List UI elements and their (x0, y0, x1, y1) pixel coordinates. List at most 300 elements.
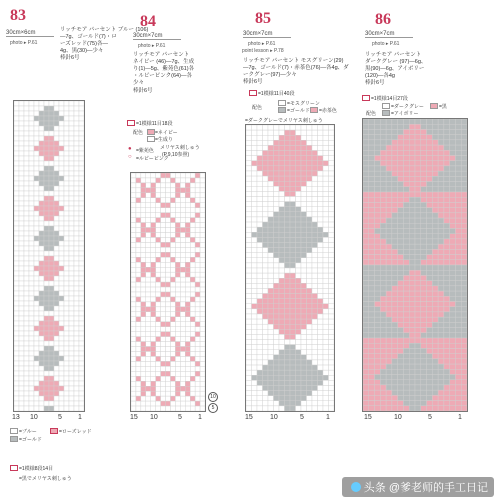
stitch-cell (146, 396, 151, 401)
stitch-cell (257, 391, 263, 396)
stitch-cell (301, 191, 307, 196)
stitch-cell (29, 221, 34, 226)
stitch-cell (74, 306, 79, 311)
stitch-cell (64, 161, 69, 166)
stitch-cell (252, 166, 258, 171)
stitch-cell (19, 111, 24, 116)
stitch-cell (386, 161, 392, 166)
stitch-cell (74, 401, 79, 406)
stitch-cell (296, 355, 302, 360)
stitch-cell (64, 101, 69, 106)
stitch-cell (296, 304, 302, 309)
stitch-cell (49, 171, 54, 176)
stitch-cell (363, 286, 369, 291)
stitch-cell (363, 281, 369, 286)
stitch-cell (59, 291, 64, 296)
stitch-cell (290, 396, 296, 401)
stitch-cell (392, 281, 398, 286)
stitch-cell (257, 212, 263, 217)
stitch-cell (74, 131, 79, 136)
stitch-cell (296, 212, 302, 217)
stitch-cell (461, 322, 467, 327)
stitch-cell (252, 227, 258, 232)
stitch-cell (54, 206, 59, 211)
stitch-cell (190, 352, 195, 357)
stitch-cell (274, 258, 280, 263)
stitch-cell (156, 327, 161, 332)
stitch-cell (29, 296, 34, 301)
stitch-cell (421, 145, 427, 150)
stitch-cell (409, 249, 415, 254)
stitch-cell (79, 406, 84, 411)
stitch-cell (455, 239, 461, 244)
stitch-cell (329, 232, 335, 237)
stitch-cell (19, 151, 24, 156)
stitch-cell (268, 258, 274, 263)
stitch-cell (392, 208, 398, 213)
stitch-cell (170, 203, 175, 208)
stitch-cell (318, 345, 324, 350)
stitch-cell (421, 395, 427, 400)
stitch-cell (268, 391, 274, 396)
stitch-cell (403, 338, 409, 343)
stitch-cell (363, 354, 369, 359)
stitch-cell (64, 211, 69, 216)
stitch-cell (175, 361, 180, 366)
stitch-cell (312, 181, 318, 186)
stitch-cell (301, 248, 307, 253)
stitch-cell (455, 124, 461, 129)
stitch-cell (392, 265, 398, 270)
stitch-cell (386, 202, 392, 207)
stitch-cell (403, 328, 409, 333)
stitch-cell (246, 396, 252, 401)
stitch-cell (386, 275, 392, 280)
stitch-cell (146, 366, 151, 371)
stitch-cell (34, 286, 39, 291)
stitch-cell (24, 396, 29, 401)
stitch-cell (285, 268, 291, 273)
stitch-cell (274, 171, 280, 176)
stitch-cell (29, 126, 34, 131)
stitch-cell (257, 334, 263, 339)
stitch-cell (257, 161, 263, 166)
stitch-cell (323, 248, 329, 253)
stitch-cell (461, 291, 467, 296)
stitch-cell (307, 273, 313, 278)
stitch-cell (274, 294, 280, 299)
stitch-cell (185, 327, 190, 332)
stitch-cell (19, 121, 24, 126)
stitch-cell (409, 145, 415, 150)
stitch-cell (79, 206, 84, 211)
stitch-cell (380, 333, 386, 338)
stitch-cell (444, 296, 450, 301)
stitch-cell (136, 297, 141, 302)
stitch-cell (409, 328, 415, 333)
stitch-cell (79, 226, 84, 231)
stitch-cell (415, 166, 421, 171)
stitch-cell (318, 237, 324, 242)
stitch-cell (427, 187, 433, 192)
stitch-cell (312, 176, 318, 181)
stitch-cell (246, 375, 252, 380)
stitch-cell (375, 213, 381, 218)
stitch-cell (252, 350, 258, 355)
stitch-cell (59, 106, 64, 111)
stitch-cell (29, 161, 34, 166)
stitch-cell (392, 223, 398, 228)
stitch-cell (380, 317, 386, 322)
stitch-cell (39, 246, 44, 251)
stitch-cell (161, 361, 166, 366)
stitch-cell (312, 263, 318, 268)
stitch-cell (386, 369, 392, 374)
stitch-cell (59, 356, 64, 361)
stitch-cell (274, 135, 280, 140)
pattern-desc-line: 4g、黒(30)—少々 (60, 48, 104, 54)
stitch-cell (403, 265, 409, 270)
stitch-cell (24, 356, 29, 361)
stitch-cell (392, 145, 398, 150)
pattern-desc-line: ークグレー(97)—少々 (243, 72, 297, 78)
stitch-cell (44, 146, 49, 151)
stitch-cell (312, 309, 318, 314)
stitch-cell (312, 329, 318, 334)
stitch-cell (257, 268, 263, 273)
stitch-cell (318, 385, 324, 390)
stitch-cell (29, 311, 34, 316)
stitch-cell (409, 307, 415, 312)
stitch-cell (39, 116, 44, 121)
stitch-cell (146, 228, 151, 233)
stitch-cell (185, 347, 190, 352)
stitch-cell (268, 197, 274, 202)
stitch-cell (427, 375, 433, 380)
stitch-cell (185, 406, 190, 411)
stitch-cell (461, 343, 467, 348)
stitch-cell (274, 232, 280, 237)
legend-label: =1模様11目40段 (258, 91, 295, 97)
stitch-cell (268, 181, 274, 186)
stitch-cell (421, 291, 427, 296)
stitch-cell (180, 193, 185, 198)
stitch-cell (79, 381, 84, 386)
stitch-cell (323, 145, 329, 150)
stitch-cell (409, 182, 415, 187)
stitch-cell (161, 376, 166, 381)
stitch-cell (74, 366, 79, 371)
stitch-cell (438, 119, 444, 124)
stitch-cell (195, 381, 200, 386)
stitch-cell (461, 312, 467, 317)
stitch-cell (386, 364, 392, 369)
stitch-cell (427, 395, 433, 400)
stitch-cell (455, 369, 461, 374)
stitch-cell (54, 231, 59, 236)
stitch-cell (146, 302, 151, 307)
stitch-cell (323, 217, 329, 222)
stitch-cell (307, 380, 313, 385)
stitch-cell (301, 135, 307, 140)
stitch-cell (307, 222, 313, 227)
stitch-cell (44, 156, 49, 161)
stitch-cell (34, 166, 39, 171)
stitch-cell (307, 370, 313, 375)
stitch-cell (24, 371, 29, 376)
stitch-cell (190, 242, 195, 247)
stitch-cell (375, 375, 381, 380)
stitch-cell (166, 371, 171, 376)
stitch-cell (461, 401, 467, 406)
stitch-cell (369, 348, 375, 353)
stitch-cell (307, 176, 313, 181)
stitch-cell (59, 201, 64, 206)
stitch-cell (268, 304, 274, 309)
stitch-cell (170, 173, 175, 178)
stitch-cell (44, 111, 49, 116)
stitch-cell (329, 217, 335, 222)
stitch-cell (444, 270, 450, 275)
stitch-cell (285, 237, 291, 242)
stitch-cell (438, 369, 444, 374)
stitch-cell (329, 283, 335, 288)
stitch-cell (64, 296, 69, 301)
stitch-cell (44, 311, 49, 316)
stitch-cell (375, 161, 381, 166)
stitch-cell (318, 253, 324, 258)
stitch-cell (438, 270, 444, 275)
stitch-cell (49, 226, 54, 231)
stitch-cell (392, 343, 398, 348)
stitch-cell (398, 343, 404, 348)
stitch-cell (296, 309, 302, 314)
stitch-cell (318, 340, 324, 345)
stitch-cell (29, 211, 34, 216)
stitch-cell (136, 352, 141, 357)
stitch-cell (19, 291, 24, 296)
stitch-cell (455, 312, 461, 317)
stitch-cell (141, 247, 146, 252)
stitch-cell (24, 181, 29, 186)
stitch-cell (285, 242, 291, 247)
stitch-cell (427, 192, 433, 197)
stitch-cell (375, 333, 381, 338)
stitch-cell (323, 329, 329, 334)
stitch-cell (290, 345, 296, 350)
stitch-cell (49, 266, 54, 271)
stitch-cell (79, 231, 84, 236)
stitch-cell (438, 249, 444, 254)
stitch-cell (34, 241, 39, 246)
stitch-cell (450, 182, 456, 187)
stitch-cell (369, 328, 375, 333)
stitch-cell (34, 251, 39, 256)
stitch-cell (131, 322, 136, 327)
stitch-cell (274, 217, 280, 222)
stitch-cell (263, 380, 269, 385)
stitch-cell (170, 307, 175, 312)
stitch-cell (44, 166, 49, 171)
stitch-cell (14, 241, 19, 246)
pattern-desc-line: 棒針6号 (365, 80, 385, 86)
pattern-desc-line: ネイビー (46)—7g、生成 (133, 59, 195, 65)
stitch-cell (54, 196, 59, 201)
stitch-cell (180, 307, 185, 312)
stitch-cell (39, 351, 44, 356)
stitch-cell (432, 202, 438, 207)
stitch-cell (59, 361, 64, 366)
stitch-cell (363, 385, 369, 390)
stitch-cell (296, 253, 302, 258)
stitch-cell (369, 129, 375, 134)
stitch-cell (444, 171, 450, 176)
stitch-cell (156, 317, 161, 322)
stitch-cell (432, 182, 438, 187)
stitch-cell (329, 135, 335, 140)
stitch-cell (161, 247, 166, 252)
stitch-cell (432, 229, 438, 234)
stitch-cell (185, 218, 190, 223)
stitch-cell (44, 401, 49, 406)
stitch-cell (195, 198, 200, 203)
stitch-cell (185, 381, 190, 386)
stitch-cell (131, 312, 136, 317)
stitch-cell (369, 171, 375, 176)
stitch-cell (39, 331, 44, 336)
stitch-cell (156, 183, 161, 188)
stitch-cell (432, 333, 438, 338)
stitch-cell (54, 286, 59, 291)
stitch-cell (432, 406, 438, 411)
stitch-cell (301, 340, 307, 345)
stitch-cell (375, 281, 381, 286)
stitch-cell (307, 385, 313, 390)
stitch-cell (279, 135, 285, 140)
stitch-cell (64, 406, 69, 411)
stitch-cell (19, 196, 24, 201)
stitch-cell (151, 332, 156, 337)
stitch-cell (252, 319, 258, 324)
stitch-cell (398, 348, 404, 353)
stitch-cell (421, 234, 427, 239)
stitch-cell (161, 198, 166, 203)
stitch-cell (450, 302, 456, 307)
stitch-cell (49, 296, 54, 301)
stitch-cell (39, 376, 44, 381)
stitch-cell (279, 217, 285, 222)
stitch-cell (363, 166, 369, 171)
stitch-cell (450, 145, 456, 150)
stitch-cell (24, 241, 29, 246)
stitch-cell (263, 324, 269, 329)
stitch-cell (24, 351, 29, 356)
stitch-cell (24, 346, 29, 351)
stitch-cell (34, 106, 39, 111)
stitch-cell (185, 322, 190, 327)
stitch-cell (438, 260, 444, 265)
stitch-cell (29, 401, 34, 406)
stitch-cell (386, 281, 392, 286)
stitch-cell (296, 345, 302, 350)
stitch-cell (64, 126, 69, 131)
stitch-cell (146, 337, 151, 342)
stitch-cell (318, 166, 324, 171)
stitch-cell (175, 247, 180, 252)
stitch-cell (392, 296, 398, 301)
stitch-cell (161, 342, 166, 347)
stitch-cell (39, 236, 44, 241)
stitch-cell (438, 213, 444, 218)
stitch-cell (438, 307, 444, 312)
stitch-cell (54, 321, 59, 326)
stitch-cell (136, 327, 141, 332)
stitch-cell (290, 340, 296, 345)
stitch-cell (14, 131, 19, 136)
stitch-cell (74, 151, 79, 156)
stitch-cell (398, 156, 404, 161)
stitch-cell (185, 237, 190, 242)
stitch-cell (257, 273, 263, 278)
stitch-cell (307, 324, 313, 329)
stitch-cell (455, 145, 461, 150)
stitch-cell (296, 176, 302, 181)
stitch-cell (59, 351, 64, 356)
stitch-cell (296, 288, 302, 293)
stitch-cell (461, 182, 467, 187)
stitch-cell (421, 150, 427, 155)
axis-label: 5 (300, 414, 304, 421)
stitch-cell (369, 354, 375, 359)
stitch-cell (392, 406, 398, 411)
stitch-cell (323, 355, 329, 360)
stitch-cell (455, 286, 461, 291)
stitch-cell (386, 380, 392, 385)
stitch-cell (54, 111, 59, 116)
stitch-cell (427, 369, 433, 374)
stitch-cell (450, 213, 456, 218)
stitch-cell (363, 234, 369, 239)
stitch-cell (296, 370, 302, 375)
stitch-cell (257, 345, 263, 350)
stitch-cell (195, 302, 200, 307)
stitch-cell (161, 401, 166, 406)
stitch-cell (161, 391, 166, 396)
stitch-cell (409, 192, 415, 197)
stitch-cell (263, 406, 269, 411)
row-marker: 5 (208, 403, 218, 413)
stitch-cell (24, 256, 29, 261)
stitch-cell (323, 375, 329, 380)
stitch-cell (461, 260, 467, 265)
stitch-cell (14, 401, 19, 406)
stitch-cell (175, 332, 180, 337)
stitch-cell (69, 286, 74, 291)
stitch-cell (392, 119, 398, 124)
stitch-cell (455, 385, 461, 390)
stitch-cell (461, 197, 467, 202)
stitch-cell (19, 221, 24, 226)
stitch-cell (49, 301, 54, 306)
stitch-cell (59, 121, 64, 126)
stitch-cell (415, 239, 421, 244)
stitch-cell (44, 136, 49, 141)
stitch-cell (274, 329, 280, 334)
stitch-cell (312, 166, 318, 171)
stitch-cell (200, 252, 205, 257)
stitch-cell (59, 221, 64, 226)
stitch-cell (323, 156, 329, 161)
